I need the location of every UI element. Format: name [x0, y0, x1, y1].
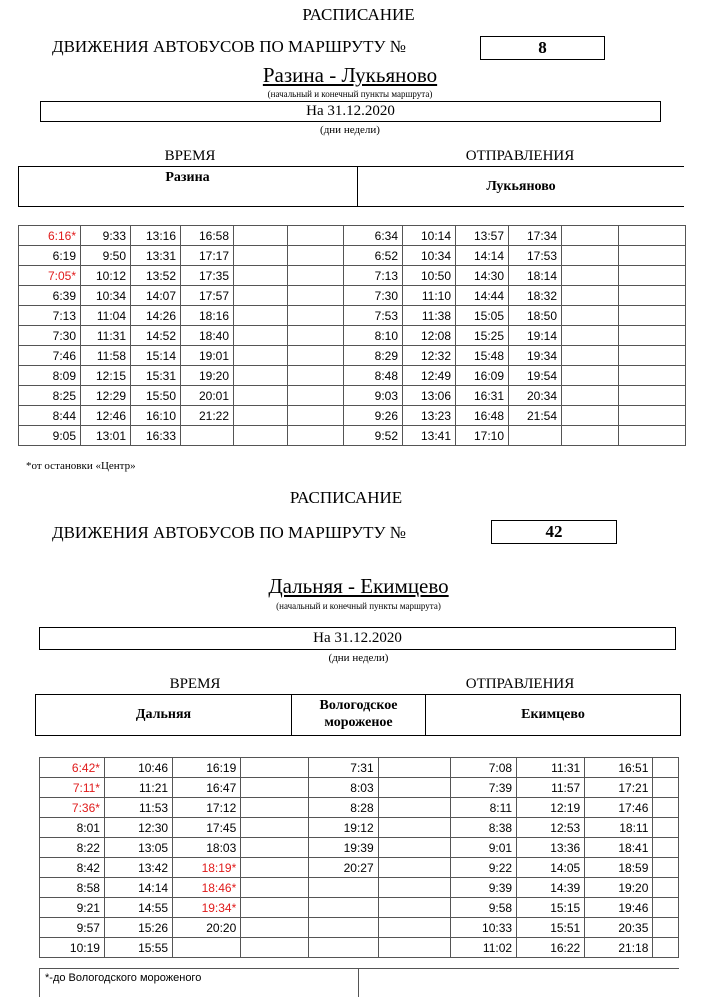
table-cell: 18:41	[585, 838, 653, 858]
table-cell: 19:20	[181, 366, 234, 386]
table-cell: 11:02	[451, 938, 517, 958]
table-cell	[241, 818, 309, 838]
table-cell	[562, 406, 619, 426]
table-cell: 12:08	[403, 326, 456, 346]
table-cell: 16:48	[456, 406, 509, 426]
table-cell	[241, 858, 309, 878]
route-number-box	[491, 520, 617, 544]
table-cell	[241, 778, 309, 798]
table-cell: 8:03	[309, 778, 378, 798]
table-cell: 6:42*	[40, 758, 105, 778]
table-cell: 13:06	[403, 386, 456, 406]
table-cell	[653, 858, 679, 878]
table-cell: 18:46*	[173, 878, 241, 898]
table-cell	[562, 226, 619, 246]
table-cell: 17:53	[509, 246, 562, 266]
table-cell: 13:16	[131, 226, 181, 246]
table-cell	[653, 758, 679, 778]
table-cell: 15:05	[456, 306, 509, 326]
table-cell	[241, 838, 309, 858]
table-cell: 13:42	[104, 858, 172, 878]
table-cell	[173, 938, 241, 958]
table-row	[19, 346, 686, 366]
table-cell	[234, 286, 288, 306]
table-cell	[562, 366, 619, 386]
table-cell	[234, 226, 288, 246]
table-cell	[241, 938, 309, 958]
table-cell	[378, 898, 450, 918]
table-cell: 13:31	[131, 246, 181, 266]
route-note: (начальный и конечный пункты маршрута)	[276, 601, 441, 611]
route-number: 42	[545, 522, 563, 541]
table-cell	[562, 266, 619, 286]
table-cell: 9:21	[40, 898, 105, 918]
table-cell	[234, 366, 288, 386]
table-row	[19, 366, 686, 386]
table-cell	[619, 306, 686, 326]
table-cell: 16:31	[456, 386, 509, 406]
table-cell: 20:01	[181, 386, 234, 406]
table-cell	[288, 426, 344, 446]
table-cell	[378, 758, 450, 778]
stop-mid-label: Вологодское мороженое	[319, 698, 398, 730]
table-cell: 17:45	[173, 818, 241, 838]
table-row	[40, 918, 679, 938]
table-cell: 20:20	[173, 918, 241, 938]
table-cell	[288, 286, 344, 306]
table-cell: 13:52	[131, 266, 181, 286]
table-cell: 12:29	[81, 386, 131, 406]
table-cell: 8:11	[451, 798, 517, 818]
footnote: *от остановки «Центр»	[26, 460, 136, 472]
route-label: ДВИЖЕНИЯ АВТОБУСОВ ПО МАРШРУТУ №	[52, 37, 406, 56]
table-cell	[378, 918, 450, 938]
table-cell: 11:58	[81, 346, 131, 366]
table-cell	[309, 938, 378, 958]
table-row	[19, 286, 686, 306]
table-cell	[241, 798, 309, 818]
table-cell: 20:27	[309, 858, 378, 878]
table-row	[40, 878, 679, 898]
table-cell: 9:05	[19, 426, 81, 446]
table-cell	[653, 898, 679, 918]
stop-a-label: Дальняя	[135, 707, 192, 722]
table-cell: 14:14	[104, 878, 172, 898]
table-cell: 15:50	[131, 386, 181, 406]
table-cell	[653, 778, 679, 798]
table-cell: 17:21	[585, 778, 653, 798]
time-label: ВРЕМЯ	[169, 676, 221, 692]
table-cell: 16:10	[131, 406, 181, 426]
table-cell	[241, 898, 309, 918]
table-row	[19, 246, 686, 266]
table-cell: 8:48	[344, 366, 403, 386]
table-cell: 15:15	[517, 898, 585, 918]
divider	[39, 969, 40, 997]
table-cell	[619, 246, 686, 266]
timetable-route-8	[18, 225, 686, 446]
table-cell: 13:23	[403, 406, 456, 426]
table-cell: 6:52	[344, 246, 403, 266]
table-cell	[619, 426, 686, 446]
table-cell: 9:58	[451, 898, 517, 918]
table-cell: 6:34	[344, 226, 403, 246]
schedule-title: РАСПИСАНИЕ	[302, 5, 415, 24]
table-cell: 9:03	[344, 386, 403, 406]
table-cell: 17:17	[181, 246, 234, 266]
stops-header	[18, 166, 684, 207]
table-cell	[653, 918, 679, 938]
table-cell	[378, 818, 450, 838]
date-box	[39, 627, 676, 650]
table-cell	[241, 878, 309, 898]
table-cell: 12:19	[517, 798, 585, 818]
table-cell: 20:35	[585, 918, 653, 938]
table-cell: 17:46	[585, 798, 653, 818]
table-cell: 12:46	[81, 406, 131, 426]
table-cell: 17:10	[456, 426, 509, 446]
table-cell	[234, 246, 288, 266]
table-cell	[234, 306, 288, 326]
table-cell: 19:46	[585, 898, 653, 918]
table-cell	[241, 758, 309, 778]
table-row	[40, 838, 679, 858]
table-cell: 6:16*	[19, 226, 81, 246]
table-cell	[288, 346, 344, 366]
table-cell	[378, 938, 450, 958]
table-cell: 14:26	[131, 306, 181, 326]
table-cell: 13:01	[81, 426, 131, 446]
table-cell: 16:58	[181, 226, 234, 246]
table-cell	[309, 878, 378, 898]
table-cell: 8:38	[451, 818, 517, 838]
table-cell: 21:22	[181, 406, 234, 426]
table-cell: 20:34	[509, 386, 562, 406]
stop-b-label: Екимцево	[521, 707, 585, 722]
table-cell: 8:01	[40, 818, 105, 838]
footnote-row	[39, 968, 679, 997]
table-cell: 13:41	[403, 426, 456, 446]
table-cell	[562, 346, 619, 366]
date-text: На 31.12.2020	[313, 630, 402, 646]
table-cell: 8:09	[19, 366, 81, 386]
table-cell: 7:13	[344, 266, 403, 286]
table-cell: 8:29	[344, 346, 403, 366]
table-cell: 8:22	[40, 838, 105, 858]
date-note: (дни недели)	[320, 124, 380, 136]
table-row	[19, 266, 686, 286]
table-cell: 18:11	[585, 818, 653, 838]
table-cell: 8:44	[19, 406, 81, 426]
table-cell: 11:31	[517, 758, 585, 778]
table-row	[40, 778, 679, 798]
table-cell	[288, 246, 344, 266]
table-cell: 13:36	[517, 838, 585, 858]
table-cell: 7:53	[344, 306, 403, 326]
table-row	[40, 818, 679, 838]
table-cell: 7:30	[344, 286, 403, 306]
table-cell: 14:07	[131, 286, 181, 306]
table-row	[40, 758, 679, 778]
table-cell	[288, 326, 344, 346]
table-cell	[562, 426, 619, 446]
timetable-route-42	[39, 757, 679, 958]
table-cell: 11:53	[104, 798, 172, 818]
table-cell	[234, 406, 288, 426]
table-cell	[288, 226, 344, 246]
table-cell: 7:46	[19, 346, 81, 366]
table-cell: 7:13	[19, 306, 81, 326]
table-cell: 14:39	[517, 878, 585, 898]
route-note: (начальный и конечный пункты маршрута)	[267, 89, 433, 99]
table-cell	[619, 266, 686, 286]
table-cell	[509, 426, 562, 446]
table-row	[40, 938, 679, 958]
table-cell	[619, 366, 686, 386]
table-cell: 16:51	[585, 758, 653, 778]
table-cell: 12:15	[81, 366, 131, 386]
table-cell	[288, 386, 344, 406]
table-cell: 10:14	[403, 226, 456, 246]
table-cell: 11:10	[403, 286, 456, 306]
table-cell: 16:33	[131, 426, 181, 446]
table-row	[19, 226, 686, 246]
table-row	[19, 406, 686, 426]
table-row	[19, 426, 686, 446]
table-cell	[288, 266, 344, 286]
table-cell	[619, 406, 686, 426]
table-cell	[234, 266, 288, 286]
table-cell: 21:54	[509, 406, 562, 426]
table-cell: 19:54	[509, 366, 562, 386]
table-row	[40, 798, 679, 818]
table-cell: 19:34*	[173, 898, 241, 918]
table-cell	[653, 818, 679, 838]
table-cell	[378, 858, 450, 878]
table-cell: 21:18	[585, 938, 653, 958]
table-cell	[619, 286, 686, 306]
table-cell: 12:32	[403, 346, 456, 366]
footnote: *-до Вологодского мороженого	[45, 972, 202, 984]
date-box	[40, 101, 661, 122]
route-name: Разина - Лукьяново	[262, 63, 438, 87]
table-cell: 9:50	[81, 246, 131, 266]
table-cell: 15:31	[131, 366, 181, 386]
table-cell: 16:47	[173, 778, 241, 798]
table-cell: 10:12	[81, 266, 131, 286]
table-cell	[234, 386, 288, 406]
table-cell	[562, 326, 619, 346]
table-cell: 10:50	[403, 266, 456, 286]
table-cell: 7:11*	[40, 778, 105, 798]
table-cell: 15:51	[517, 918, 585, 938]
table-cell: 7:08	[451, 758, 517, 778]
table-cell: 19:39	[309, 838, 378, 858]
table-cell: 8:42	[40, 858, 105, 878]
table-cell: 15:26	[104, 918, 172, 938]
table-cell: 17:12	[173, 798, 241, 818]
table-cell: 16:19	[173, 758, 241, 778]
table-cell: 7:39	[451, 778, 517, 798]
table-cell: 10:33	[451, 918, 517, 938]
departure-label: ОТПРАВЛЕНИЯ	[465, 148, 575, 164]
table-cell: 19:34	[509, 346, 562, 366]
table-cell: 19:20	[585, 878, 653, 898]
table-cell	[619, 386, 686, 406]
table-cell	[378, 878, 450, 898]
table-cell	[288, 306, 344, 326]
table-row	[19, 326, 686, 346]
table-cell: 19:01	[181, 346, 234, 366]
table-cell: 9:33	[81, 226, 131, 246]
table-cell: 11:57	[517, 778, 585, 798]
table-cell: 10:19	[40, 938, 105, 958]
table-row	[40, 898, 679, 918]
date-text: На 31.12.2020	[306, 103, 395, 119]
route-number-box	[480, 36, 605, 60]
table-cell: 10:46	[104, 758, 172, 778]
table-cell	[619, 346, 686, 366]
table-cell: 18:40	[181, 326, 234, 346]
table-cell: 9:01	[451, 838, 517, 858]
table-cell	[309, 918, 378, 938]
table-cell: 14:52	[131, 326, 181, 346]
table-cell: 13:05	[104, 838, 172, 858]
table-cell: 8:28	[309, 798, 378, 818]
table-cell: 7:30	[19, 326, 81, 346]
table-cell	[562, 286, 619, 306]
table-cell: 7:36*	[40, 798, 105, 818]
table-cell: 14:14	[456, 246, 509, 266]
table-cell: 15:25	[456, 326, 509, 346]
table-cell: 12:49	[403, 366, 456, 386]
table-cell: 12:30	[104, 818, 172, 838]
table-cell	[562, 246, 619, 266]
departure-label: ОТПРАВЛЕНИЯ	[465, 676, 575, 692]
table-cell: 18:14	[509, 266, 562, 286]
stop-a-label: Разина	[165, 170, 210, 185]
table-cell: 9:57	[40, 918, 105, 938]
table-cell: 15:14	[131, 346, 181, 366]
table-cell: 12:53	[517, 818, 585, 838]
route-name: Дальняя - Екимцево	[268, 574, 449, 598]
table-cell: 13:57	[456, 226, 509, 246]
table-cell: 6:19	[19, 246, 81, 266]
stop-b-label: Лукьяново	[486, 179, 556, 194]
table-row	[40, 858, 679, 878]
time-label: ВРЕМЯ	[164, 148, 216, 164]
table-cell	[378, 798, 450, 818]
table-cell: 10:34	[81, 286, 131, 306]
table-cell: 7:31	[309, 758, 378, 778]
table-cell	[653, 878, 679, 898]
table-cell: 18:59	[585, 858, 653, 878]
table-cell	[234, 346, 288, 366]
date-note: (дни недели)	[328, 652, 389, 664]
route-label: ДВИЖЕНИЯ АВТОБУСОВ ПО МАРШРУТУ №	[52, 523, 406, 542]
table-cell: 9:52	[344, 426, 403, 446]
table-cell: 11:04	[81, 306, 131, 326]
divider	[358, 969, 359, 997]
table-cell	[653, 938, 679, 958]
table-cell: 9:22	[451, 858, 517, 878]
schedule-title: РАСПИСАНИЕ	[289, 488, 403, 507]
table-cell: 17:34	[509, 226, 562, 246]
table-cell	[653, 838, 679, 858]
table-cell	[378, 778, 450, 798]
table-cell	[619, 226, 686, 246]
table-cell	[619, 326, 686, 346]
table-cell: 17:35	[181, 266, 234, 286]
table-cell: 15:55	[104, 938, 172, 958]
table-cell: 17:57	[181, 286, 234, 306]
table-cell: 15:48	[456, 346, 509, 366]
table-cell: 18:50	[509, 306, 562, 326]
table-cell: 8:58	[40, 878, 105, 898]
table-cell: 18:32	[509, 286, 562, 306]
table-cell: 8:10	[344, 326, 403, 346]
table-cell: 11:38	[403, 306, 456, 326]
table-cell: 16:09	[456, 366, 509, 386]
table-cell	[234, 326, 288, 346]
table-cell: 18:03	[173, 838, 241, 858]
table-cell	[181, 426, 234, 446]
table-cell	[653, 798, 679, 818]
table-cell: 10:34	[403, 246, 456, 266]
table-cell	[378, 838, 450, 858]
table-cell: 14:05	[517, 858, 585, 878]
table-cell	[309, 898, 378, 918]
table-cell	[288, 366, 344, 386]
table-cell: 8:25	[19, 386, 81, 406]
table-row	[19, 386, 686, 406]
route-number: 8	[538, 38, 547, 57]
table-cell: 9:26	[344, 406, 403, 426]
table-row	[19, 306, 686, 326]
table-cell: 11:21	[104, 778, 172, 798]
table-cell: 14:44	[456, 286, 509, 306]
table-cell	[562, 386, 619, 406]
table-cell: 18:19*	[173, 858, 241, 878]
table-cell: 18:16	[181, 306, 234, 326]
table-cell: 19:12	[309, 818, 378, 838]
table-cell: 6:39	[19, 286, 81, 306]
table-cell: 16:22	[517, 938, 585, 958]
table-cell	[562, 306, 619, 326]
table-cell: 9:39	[451, 878, 517, 898]
stops-header	[35, 694, 681, 736]
table-cell: 7:05*	[19, 266, 81, 286]
table-cell	[234, 426, 288, 446]
table-cell	[288, 406, 344, 426]
table-cell: 19:14	[509, 326, 562, 346]
table-cell: 14:30	[456, 266, 509, 286]
table-cell: 14:55	[104, 898, 172, 918]
table-cell: 11:31	[81, 326, 131, 346]
table-cell	[241, 918, 309, 938]
